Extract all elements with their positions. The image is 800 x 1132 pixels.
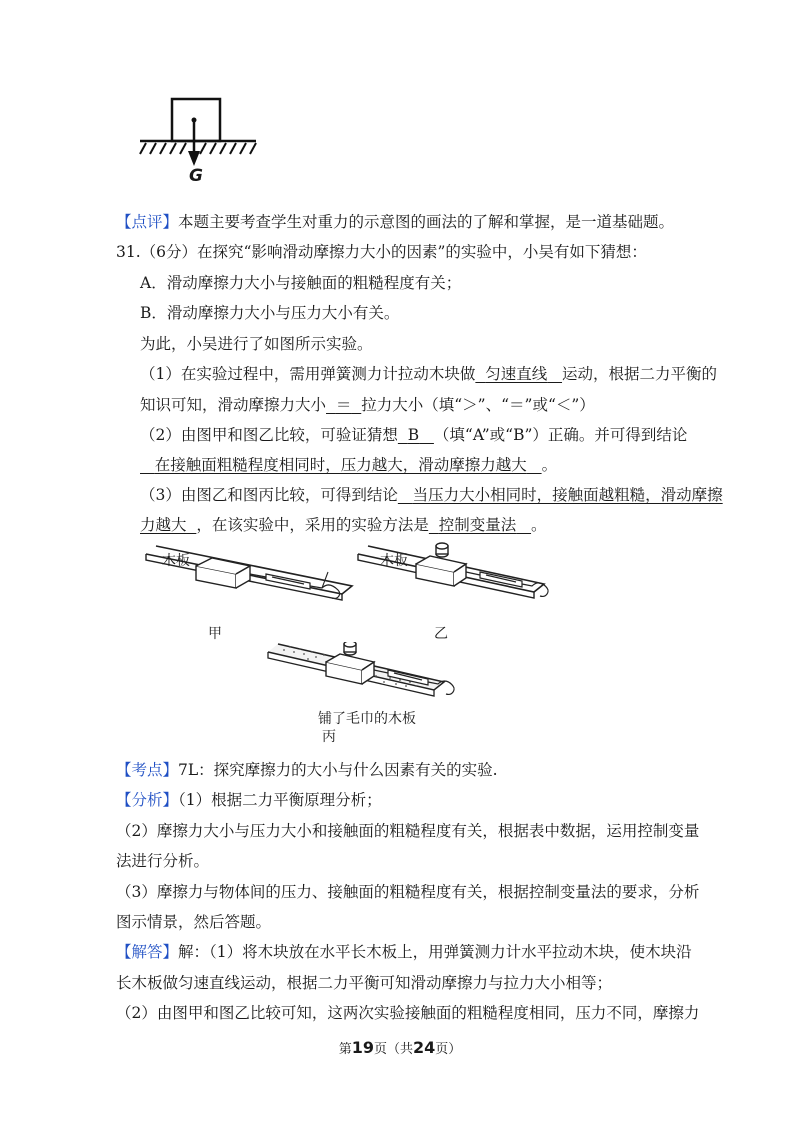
part1-text-b: 运动，根据二力平衡的 [562,365,718,383]
experiment-figure-bing [264,642,464,708]
question-31-intro [116,242,647,262]
fenxi-text-1: （1）根据二力平衡原理分析； [178,791,382,809]
gravity-figure [138,96,263,191]
board-label-yi: 木板 [380,553,408,569]
review-tag: 【点评】 [116,213,179,231]
question-intro: （6分）在探究“影响滑动摩擦力大小的因素”的实验中，小吴有如下猜想： [140,243,647,261]
fenxi-line1 [116,790,382,810]
figure-label-bing: 丙 [322,729,336,745]
part3-text-b: ，在该实验中，采用的实验方法是 [196,516,429,534]
part2-answer: B [407,426,420,444]
part2-line2 [140,455,557,475]
guess-b: B．滑动摩擦力大小与压力大小有关。 [140,304,400,322]
review-line [116,212,674,232]
fenxi-text-3: （3）摩擦力与物体间的压力、接触面的粗糙程度有关，根据控制变量法的要求，分析 [116,883,700,901]
fenxi-tag: 【分析】 [116,791,179,809]
part2-text-b: （填“A”或“B”）正确。并可得到结论 [433,426,688,444]
part3-answer2: 控制变量法 [438,516,517,534]
jieda-line1 [116,942,692,962]
part3-line1 [140,485,723,505]
part3-text-a: （3）由图乙和图丙比较，可得到结论 [140,486,398,504]
part1-answer2: ＝ [335,396,352,414]
jieda-text-2: （2）由图甲和图乙比较可知，这两次实验接触面的粗糙程度相同，压力不同，摩擦力 [116,1004,700,1022]
part3-answer-cont: 力越大 [140,516,187,534]
kaodian-tag: 【考点】 [116,761,179,779]
fenxi-text-3b: 图示情景，然后答题。 [116,913,272,931]
question-number: 31. [116,243,141,261]
gravity-label: G [189,166,203,186]
experiment-figure-jia [142,542,362,614]
page-total: 24 [413,1038,436,1057]
lead-text: 为此，小吴进行了如图所示实验。 [140,335,373,353]
part1-text-d: 拉力大小（填“＞”、“＝”或“＜”） [361,396,595,414]
part2-text-a: （2）由图甲和图乙比较，可验证猜想 [140,426,398,444]
part1-line1 [140,364,717,384]
kaodian-text: 7L：探究摩擦力的大小与什么因素有关的实验. [178,761,498,779]
page-number: 19 [351,1038,374,1057]
experiment-figure-yi [354,542,554,614]
part1-answer: 匀速直线 [485,365,548,383]
part1-text-a: （1）在实验过程中，需用弹簧测力计拉动木块做 [140,365,476,383]
kaodian-line [116,760,498,780]
part3-line2 [140,515,547,535]
part2-answer2: 在接触面粗糙程度相同时，压力越大，滑动摩擦力越大 [154,456,527,474]
jieda-tag: 【解答】 [116,943,179,961]
jieda-text-1b: 长木板做匀速直线运动，根据二力平衡可知滑动摩擦力与拉力大小相等； [116,974,613,992]
part3-text-c: 。 [531,516,547,534]
figure-label-jia: 甲 [208,626,222,642]
review-text: 本题主要考查学生对重力的示意图的画法的了解和掌握，是一道基础题。 [178,213,675,231]
jieda-text-1: 解：（1）将木块放在水平长木板上，用弹簧测力计水平拉动木块，使木块沿 [178,943,692,961]
part1-line2 [140,395,595,415]
board-label-bing: 铺了毛巾的木板 [318,711,416,727]
guess-a: A．滑动摩擦力大小与接触面的粗糙程度有关； [140,274,462,292]
part2-text-c: 。 [541,456,558,474]
figure-label-yi: 乙 [434,626,448,642]
part1-text-c: 知识可知，滑动摩擦力大小 [140,396,327,414]
part2-line1 [140,425,687,445]
part3-answer: 当压力大小相同时，接触面越粗糙，滑动摩擦 [412,486,723,504]
board-label-jia: 木板 [162,553,190,569]
page-footer: 第19页（共24页） [338,1038,462,1057]
fenxi-text-2: （2）摩擦力大小与压力大小和接触面的粗糙程度有关，根据表中数据，运用控制变量 [116,822,700,840]
fenxi-text-2b: 法进行分析。 [116,852,210,870]
